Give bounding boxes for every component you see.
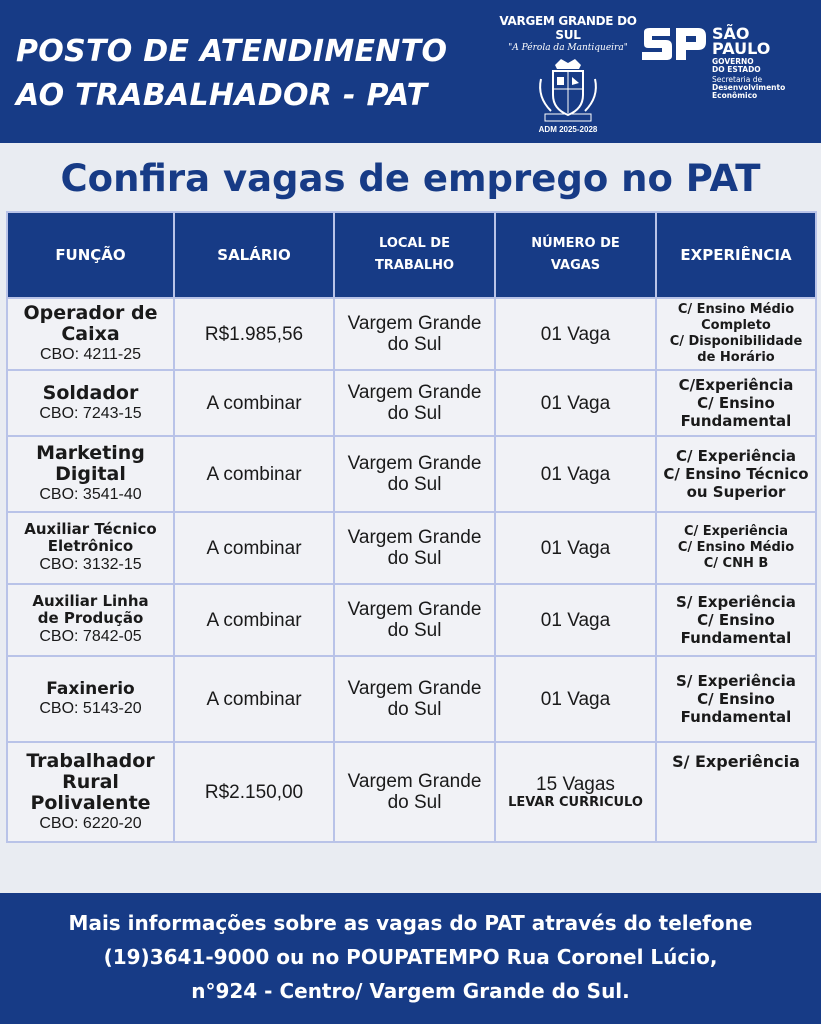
funcao-name-line: Marketing [36,442,145,464]
cell-experiencia [656,298,816,370]
local-line: Vargem Grande [347,382,482,403]
cbo-code: CBO: 3541-40 [39,486,142,503]
experiencia-line: S/ Experiência [676,593,796,611]
vagas-count: 01 Vaga [540,537,611,559]
sp-logo-line2: PAULO [712,39,771,58]
sp-logo-sec3: Econômico [712,91,758,100]
cell-vagas [495,742,656,842]
city-logo-adm: ADM 2025-2028 [538,125,598,134]
table-row [7,298,816,370]
header-title-line1: POSTO DE ATENDIMENTO [16,34,448,69]
sp-logo-gov1: GOVERNO [712,57,754,66]
jobs-table [6,211,817,843]
sp-logo-gov [712,58,785,74]
cell-salario: A combinar [174,584,334,656]
experiencia-line: C/ Ensino Médio [677,540,795,555]
cell-vagas [495,656,656,742]
local-line: Vargem Grande [347,599,482,620]
cell-funcao [7,584,174,656]
sp-monogram-icon [640,26,708,62]
cell-local [334,436,495,512]
header-numero-line2: VAGAS [550,258,601,273]
cell-salario: A combinar [174,512,334,584]
table-row [7,370,816,436]
vagas-count: 15 Vagas [536,773,615,795]
sp-logo-sec1: Secretaria de [712,75,763,84]
vagas-count: 01 Vaga [540,392,611,414]
cbo-code: CBO: 5143-20 [39,699,142,717]
local-line: do Sul [387,792,442,813]
funcao-name-line: Caixa [61,323,120,345]
cell-local [334,656,495,742]
table-row [7,656,816,742]
sp-logo-line1: SÃO [712,24,750,43]
city-logo [498,14,638,132]
cell-funcao [7,436,174,512]
funcao-name-line: Faxinerio [46,678,135,699]
local-line: do Sul [387,474,442,495]
experiencia-line: C/ Ensino [697,394,775,412]
header-experiencia: EXPERIÊNCIA [656,212,816,298]
vagas-count: 01 Vaga [540,463,611,485]
header-title [16,30,496,118]
cell-local [334,584,495,656]
footer-banner [0,893,821,1024]
experiencia-line: Fundamental [680,708,792,726]
cell-funcao [7,370,174,436]
sp-logo-gov2: DO ESTADO [712,65,761,74]
cell-funcao [7,512,174,584]
local-line: Vargem Grande [347,313,482,334]
experiencia-line: S/ Experiência [672,752,800,771]
experiencia-line: C/ Disponibilidade [669,334,803,349]
experiencia-line: C/ CNH B [703,556,769,571]
sp-logo-text [712,26,785,100]
cell-experiencia [656,436,816,512]
table-row [7,436,816,512]
experiencia-line: C/ Ensino Técnico [663,465,809,483]
cell-vagas [495,436,656,512]
experiencia-line: de Horário [697,350,775,365]
header-banner [0,0,821,143]
cell-funcao [7,298,174,370]
footer-line2: (19)3641-9000 ou no POUPATEMPO Rua Coronel Lúcio, [103,945,718,969]
city-logo-slogan: "A Pérola da Mantiqueira" [508,43,628,53]
cell-vagas [495,584,656,656]
cell-local [334,298,495,370]
local-line: do Sul [387,699,442,720]
cbo-code: CBO: 7243-15 [39,404,142,422]
footer-line1: Mais informações sobre as vagas do PAT através do telefone [68,911,753,935]
vagas-count: 01 Vaga [540,688,611,710]
local-line: Vargem Grande [347,678,482,699]
cell-experiencia [656,742,816,842]
cbo-code: CBO: 6220-20 [39,814,142,832]
table-row [7,742,816,842]
funcao-name-line: Rural [62,770,119,793]
experiencia-line: C/ Ensino [697,611,775,629]
cell-local [334,370,495,436]
experiencia-line: C/Experiência [678,376,794,394]
local-line: do Sul [387,548,442,569]
header-numero-line1: NÚMERO DE [531,236,620,251]
funcao-name-line: Trabalhador [26,749,155,772]
city-logo-name: VARGEM GRANDE DO SUL [499,14,637,42]
funcao-name-line: Auxiliar Linha [32,592,149,610]
table-row [7,584,816,656]
funcao-name-line: Auxiliar Técnico [24,520,157,538]
cell-experiencia [656,512,816,584]
experiencia-line: S/ Experiência [676,672,796,690]
cell-salario: A combinar [174,656,334,742]
cell-funcao [7,656,174,742]
vagas-count: 01 Vaga [540,609,611,631]
experiencia-line: C/ Ensino Médio [677,302,795,317]
local-line: Vargem Grande [347,453,482,474]
sp-government-logo [640,26,810,116]
footer-line3: n°924 - Centro/ Vargem Grande do Sul. [191,979,630,1003]
cell-local [334,512,495,584]
cell-salario: R$1.985,56 [174,298,334,370]
cell-local [334,742,495,842]
local-line: do Sul [387,620,442,641]
local-line: Vargem Grande [347,771,482,792]
header-numero-vagas [495,212,656,298]
experiencia-line: Fundamental [680,412,792,430]
experiencia-line: C/ Experiência [683,524,789,539]
cell-salario: R$2.150,00 [174,742,334,842]
table-row [7,512,816,584]
city-crest-icon [533,57,603,123]
local-line: Vargem Grande [347,527,482,548]
header-title-line2: AO TRABALHADOR - PAT [16,78,428,113]
table-header-row [7,212,816,298]
cell-experiencia [656,370,816,436]
header-salario: SALÁRIO [174,212,334,298]
cbo-code: CBO: 4211-25 [39,346,142,363]
funcao-name-line: de Produção [37,609,144,627]
header-local-line2: TRABALHO [374,258,455,273]
sp-logo-secretaria [712,76,785,100]
cell-vagas [495,370,656,436]
cell-vagas [495,298,656,370]
cbo-code: CBO: 3132-15 [39,556,142,573]
header-local-line1: LOCAL DE [379,236,450,251]
local-line: do Sul [387,403,442,424]
cbo-code: CBO: 7842-05 [39,628,142,645]
cell-salario: A combinar [174,436,334,512]
experiencia-line: C/ Experiência [675,447,797,465]
experiencia-line: Completo [701,318,771,333]
funcao-name-line: Digital [55,463,126,485]
cell-experiencia [656,656,816,742]
sp-logo-sec2: Desenvolvimento [712,83,786,92]
local-line: do Sul [387,334,442,355]
header-funcao: FUNÇÃO [7,212,174,298]
experiencia-line: Fundamental [680,629,792,647]
experiencia-line: C/ Ensino [697,690,775,708]
cell-salario: A combinar [174,370,334,436]
cell-experiencia [656,584,816,656]
cell-vagas [495,512,656,584]
vagas-count: 01 Vaga [540,323,611,345]
cell-funcao [7,742,174,842]
main-title: Confira vagas de emprego no PAT [60,157,761,200]
funcao-name-line: Operador de [23,302,158,324]
vagas-note: LEVAR CURRICULO [508,794,643,810]
header-local [334,212,495,298]
funcao-name-line: Soldador [42,381,139,404]
experiencia-line: ou Superior [686,483,786,501]
funcao-name-line: Polivalente [30,791,151,814]
funcao-name-line: Eletrônico [47,537,134,555]
